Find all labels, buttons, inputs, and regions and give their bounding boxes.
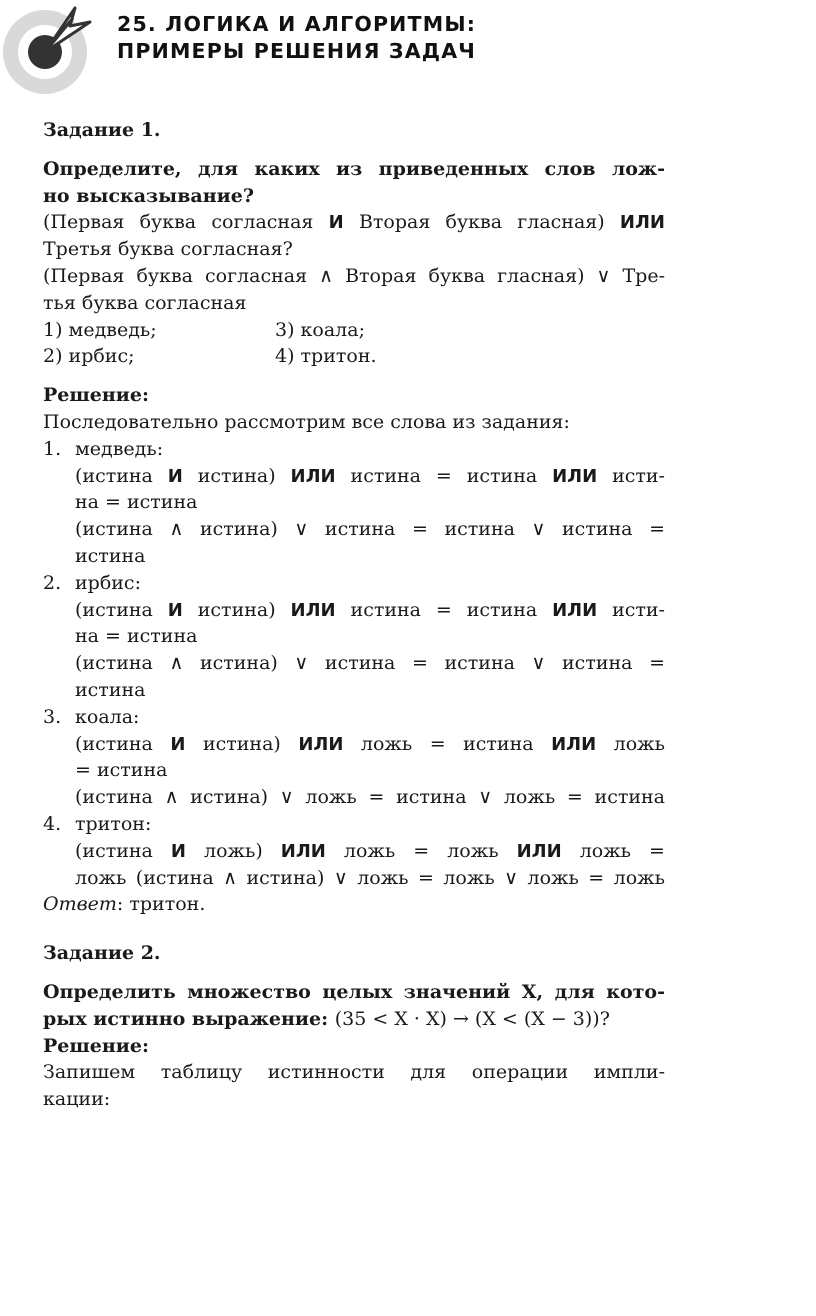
expr-text: исти- xyxy=(597,598,665,621)
expr-text: (истина xyxy=(75,464,168,487)
item-1-title xyxy=(43,436,665,463)
option-4: 4) тритон. xyxy=(275,345,377,368)
and-keyword: И xyxy=(328,212,344,234)
option-3: 3) коала; xyxy=(275,318,365,341)
item-4-title xyxy=(43,811,665,838)
item-number: 1. xyxy=(43,437,62,460)
task2-solution-label: Решение: xyxy=(43,1034,149,1057)
item-3-words-line2: = истина xyxy=(75,759,168,782)
task2-question-line1: Определить множество целых значений X, для кото- xyxy=(43,980,665,1003)
expr-text: (истина xyxy=(75,839,171,862)
item-2-symbols-line1: (истина ∧ истина) ∨ истина = истина ∨ истина = xyxy=(75,652,665,675)
item-1-words-line1 xyxy=(43,463,665,490)
expr-text: (истина xyxy=(75,732,171,755)
or-keyword: ИЛИ xyxy=(298,733,344,755)
task2-question-line2 xyxy=(43,1006,665,1033)
section-title-line2: ПРИМЕРЫ РЕШЕНИЯ ЗАДАЧ xyxy=(117,39,477,63)
options-row-1 xyxy=(43,317,665,344)
item-2-words-line2: на = истина xyxy=(75,625,198,648)
option-2: 2) ирбис; xyxy=(43,345,135,368)
solution-intro: Последовательно рассмотрим все слова из задания: xyxy=(43,410,570,433)
and-keyword: И xyxy=(167,599,183,621)
item-4-words-line2: ложь (истина ∧ истина) ∨ ложь = ложь ∨ ложь = ложь xyxy=(75,866,665,889)
task1-question-line2: но высказывание? xyxy=(43,184,254,207)
expr-text: истина) xyxy=(182,598,291,621)
expr-text: истина = истина xyxy=(335,598,553,621)
section-title xyxy=(117,11,476,65)
question-formula: (35 < X · X) → (X < (X − 3))? xyxy=(334,1007,610,1030)
and-keyword: И xyxy=(167,465,183,487)
item-3-title xyxy=(43,704,665,731)
item-1-symbols-line2: истина xyxy=(75,544,146,567)
or-keyword: ИЛИ xyxy=(552,599,598,621)
expr-text: истина = истина xyxy=(335,464,553,487)
item-4-words-line1 xyxy=(43,838,665,865)
item-word: коала: xyxy=(75,705,140,728)
item-2-title xyxy=(43,570,665,597)
item-2-words-line1 xyxy=(43,597,665,624)
item-1-words-line2: на = истина xyxy=(75,491,198,514)
or-keyword: ИЛИ xyxy=(551,733,597,755)
item-number: 2. xyxy=(43,571,62,594)
or-keyword: ИЛИ xyxy=(290,599,336,621)
options-row-2 xyxy=(43,343,665,370)
expr-text: истина) xyxy=(182,464,291,487)
expr-text: ложь = xyxy=(561,839,665,862)
and-keyword: И xyxy=(170,733,186,755)
answer-value: : тритон. xyxy=(116,893,206,916)
or-keyword: ИЛИ xyxy=(552,465,598,487)
section-title-line1: 25. ЛОГИКА И АЛГОРИТМЫ: xyxy=(117,12,477,36)
task2-text-line1: Запишем таблицу истинности для операции импли- xyxy=(43,1061,665,1084)
task1-expr-symbols-line2: тья буква согласная xyxy=(43,291,247,314)
option-1: 1) медведь; xyxy=(43,318,157,341)
task2-heading: Задание 2. xyxy=(43,942,161,965)
or-keyword: ИЛИ xyxy=(290,465,336,487)
item-number: 4. xyxy=(43,812,62,835)
task1-question-line1: Определите, для каких из приведенных слов лож- xyxy=(43,157,665,180)
item-word: ирбис: xyxy=(75,571,141,594)
task1-expr-words-line2: Третья буква согласная? xyxy=(43,238,293,261)
expr-text: ложь) xyxy=(186,839,281,862)
or-keyword: ИЛИ xyxy=(619,212,665,234)
task1-expr-symbols-line1: (Первая буква согласная ∧ Вторая буква гласная) ∨ Тре- xyxy=(43,264,665,287)
expr-text: истина) xyxy=(185,732,299,755)
or-keyword: ИЛИ xyxy=(280,840,326,862)
item-number: 3. xyxy=(43,705,62,728)
task1-expr-words-line1 xyxy=(43,209,665,236)
solution-label: Решение: xyxy=(43,384,149,407)
answer-label: Ответ xyxy=(43,893,117,916)
expr-text: (истина xyxy=(75,598,168,621)
and-keyword: И xyxy=(170,840,186,862)
item-word: тритон: xyxy=(75,812,152,835)
content xyxy=(43,117,665,1113)
section-logo-icon xyxy=(0,0,110,100)
expr-text: (Первая буква согласная xyxy=(43,211,329,234)
expr-text: ложь = истина xyxy=(343,732,552,755)
item-3-symbols-line1: (истина ∧ истина) ∨ ложь = истина ∨ ложь = истина xyxy=(75,786,665,809)
item-2-symbols-line2: истина xyxy=(75,678,146,701)
item-1-symbols-line1: (истина ∧ истина) ∨ истина = истина ∨ истина = xyxy=(75,518,665,541)
item-word: медведь: xyxy=(75,437,164,460)
or-keyword: ИЛИ xyxy=(516,840,562,862)
item-3-words-line1 xyxy=(43,731,665,758)
expr-text: ложь = ложь xyxy=(325,839,517,862)
expr-text: исти- xyxy=(597,464,665,487)
answer-line xyxy=(43,891,665,918)
question-text: рых истинно выражение: xyxy=(43,1007,335,1030)
task2-text-line2: кации: xyxy=(43,1088,111,1111)
expr-text: Вторая буква гласная) xyxy=(343,211,620,234)
expr-text: ложь xyxy=(596,732,665,755)
task1-heading: Задание 1. xyxy=(43,119,161,141)
